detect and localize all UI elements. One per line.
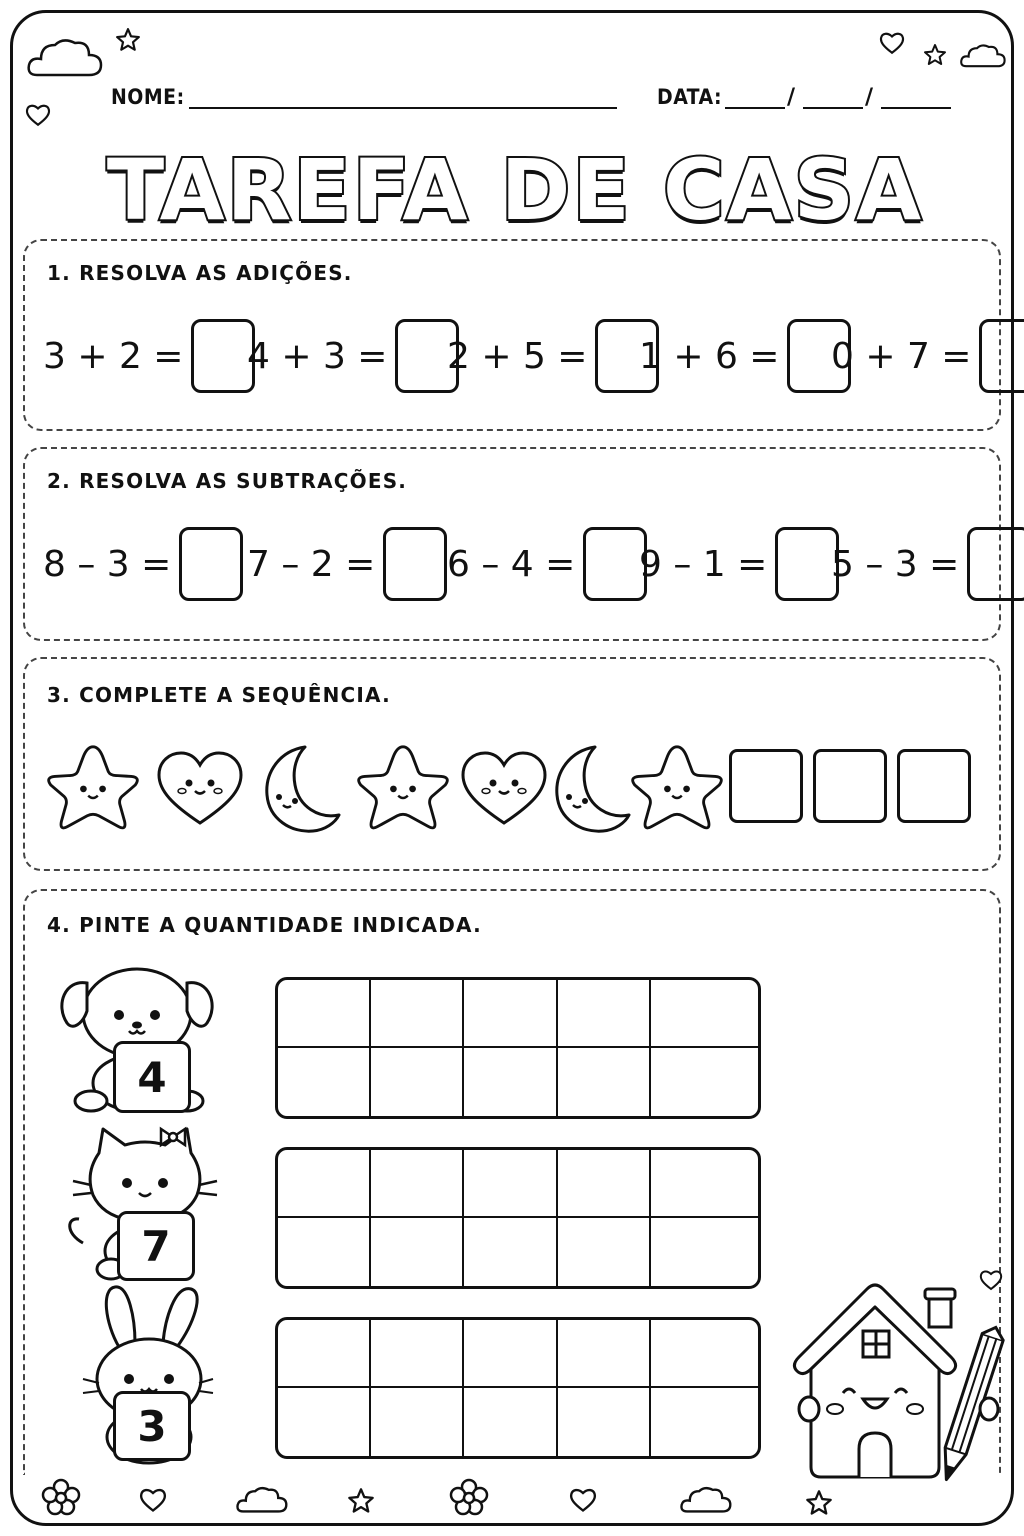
moon-icon bbox=[257, 741, 343, 837]
star-icon bbox=[805, 1489, 833, 1517]
grid-cell[interactable] bbox=[558, 1320, 651, 1388]
grid-cell[interactable] bbox=[278, 1048, 371, 1116]
grid-cell[interactable] bbox=[371, 1388, 464, 1456]
counting-grid bbox=[275, 977, 761, 1119]
heart-icon bbox=[139, 1487, 167, 1513]
section-title: 3. COMPLETE A SEQUÊNCIA. bbox=[47, 683, 391, 707]
counting-grid bbox=[275, 1147, 761, 1289]
section-subtractions bbox=[23, 447, 1001, 641]
heart-icon bbox=[25, 103, 51, 127]
heart-icon bbox=[979, 1269, 1003, 1291]
grid-cell[interactable] bbox=[651, 1320, 758, 1388]
number-card: 3 bbox=[113, 1391, 191, 1461]
answer-box[interactable] bbox=[583, 527, 647, 601]
date-separator: / bbox=[787, 85, 796, 110]
equation bbox=[639, 527, 839, 601]
grid-cell[interactable] bbox=[558, 1150, 651, 1218]
star-icon bbox=[923, 43, 947, 67]
section-title: 4. PINTE A QUANTIDADE INDICADA. bbox=[47, 913, 482, 937]
star-icon bbox=[355, 741, 451, 833]
grid-cell[interactable] bbox=[464, 1320, 557, 1388]
equation-text: 3 + 2 = bbox=[43, 335, 184, 377]
date-label: DATA: bbox=[657, 85, 723, 109]
grid-cell[interactable] bbox=[464, 1150, 557, 1218]
heart-icon bbox=[569, 1487, 597, 1513]
grid-cell[interactable] bbox=[371, 1048, 464, 1116]
section-additions bbox=[23, 239, 1001, 431]
grid-cell[interactable] bbox=[371, 1150, 464, 1218]
grid-cell[interactable] bbox=[558, 1388, 651, 1456]
grid-cell[interactable] bbox=[651, 1048, 758, 1116]
counting-grid bbox=[275, 1317, 761, 1459]
equation bbox=[43, 319, 255, 393]
pencil-icon bbox=[933, 1323, 1003, 1503]
grid-cell[interactable] bbox=[558, 980, 651, 1048]
equation bbox=[639, 319, 851, 393]
equation-text: 2 + 5 = bbox=[447, 335, 588, 377]
heart-icon bbox=[155, 749, 245, 829]
grid-cell[interactable] bbox=[278, 1150, 371, 1218]
answer-box[interactable] bbox=[191, 319, 255, 393]
equation-text: 5 – 3 = bbox=[831, 543, 960, 585]
grid-cell[interactable] bbox=[651, 1388, 758, 1456]
star-icon bbox=[347, 1487, 375, 1515]
number-card: 4 bbox=[113, 1041, 191, 1113]
equation bbox=[447, 319, 659, 393]
cloud-icon bbox=[25, 33, 105, 83]
date-day-field[interactable] bbox=[725, 107, 785, 109]
star-icon bbox=[629, 741, 725, 833]
grid-cell[interactable] bbox=[558, 1218, 651, 1286]
moon-icon bbox=[547, 741, 633, 837]
equation-text: 1 + 6 = bbox=[639, 335, 780, 377]
answer-box[interactable] bbox=[775, 527, 839, 601]
sequence-answer-box[interactable] bbox=[897, 749, 971, 823]
equation-text: 7 – 2 = bbox=[247, 543, 376, 585]
grid-cell[interactable] bbox=[651, 1218, 758, 1286]
equation-text: 0 + 7 = bbox=[831, 335, 972, 377]
cloud-icon bbox=[235, 1483, 289, 1517]
number-card: 7 bbox=[117, 1211, 195, 1281]
cloud-icon bbox=[679, 1483, 733, 1517]
grid-cell[interactable] bbox=[371, 1218, 464, 1286]
answer-box[interactable] bbox=[179, 527, 243, 601]
answer-box[interactable] bbox=[967, 527, 1024, 601]
sequence-answer-box[interactable] bbox=[729, 749, 803, 823]
page-title: TAREFA DE CASA bbox=[106, 141, 924, 239]
equation-text: 6 – 4 = bbox=[447, 543, 576, 585]
answer-box[interactable] bbox=[979, 319, 1024, 393]
grid-cell[interactable] bbox=[464, 1048, 557, 1116]
sequence-answer-box[interactable] bbox=[813, 749, 887, 823]
name-field[interactable] bbox=[189, 107, 617, 109]
equation-text: 9 – 1 = bbox=[639, 543, 768, 585]
grid-cell[interactable] bbox=[278, 1320, 371, 1388]
date-separator: / bbox=[865, 85, 874, 110]
equation bbox=[831, 527, 1024, 601]
section-title: 2. RESOLVA AS SUBTRAÇÕES. bbox=[47, 469, 408, 493]
grid-cell[interactable] bbox=[371, 1320, 464, 1388]
grid-cell[interactable] bbox=[278, 1218, 371, 1286]
grid-cell[interactable] bbox=[278, 980, 371, 1048]
section-title: 1. RESOLVA AS ADIÇÕES. bbox=[47, 261, 353, 285]
grid-cell[interactable] bbox=[464, 1218, 557, 1286]
equation bbox=[447, 527, 647, 601]
cloud-icon bbox=[959, 39, 1007, 73]
grid-cell[interactable] bbox=[371, 980, 464, 1048]
date-month-field[interactable] bbox=[803, 107, 863, 109]
equation-text: 8 – 3 = bbox=[43, 543, 172, 585]
heart-icon bbox=[459, 749, 549, 829]
grid-cell[interactable] bbox=[278, 1388, 371, 1456]
grid-cell[interactable] bbox=[464, 980, 557, 1048]
answer-box[interactable] bbox=[383, 527, 447, 601]
star-icon bbox=[115, 27, 141, 53]
worksheet bbox=[10, 10, 1014, 1526]
equation bbox=[247, 527, 447, 601]
heart-icon bbox=[879, 31, 905, 55]
flower-icon bbox=[449, 1479, 489, 1515]
flower-icon bbox=[41, 1479, 81, 1515]
star-icon bbox=[45, 741, 141, 833]
grid-cell[interactable] bbox=[558, 1048, 651, 1116]
equation-text: 4 + 3 = bbox=[247, 335, 388, 377]
grid-cell[interactable] bbox=[464, 1388, 557, 1456]
equation bbox=[247, 319, 459, 393]
section-sequence bbox=[23, 657, 1001, 871]
grid-cell[interactable] bbox=[651, 980, 758, 1048]
equation bbox=[43, 527, 243, 601]
equation bbox=[831, 319, 1024, 393]
date-year-field[interactable] bbox=[881, 107, 951, 109]
name-label: NOME: bbox=[111, 85, 185, 109]
grid-cell[interactable] bbox=[651, 1150, 758, 1218]
